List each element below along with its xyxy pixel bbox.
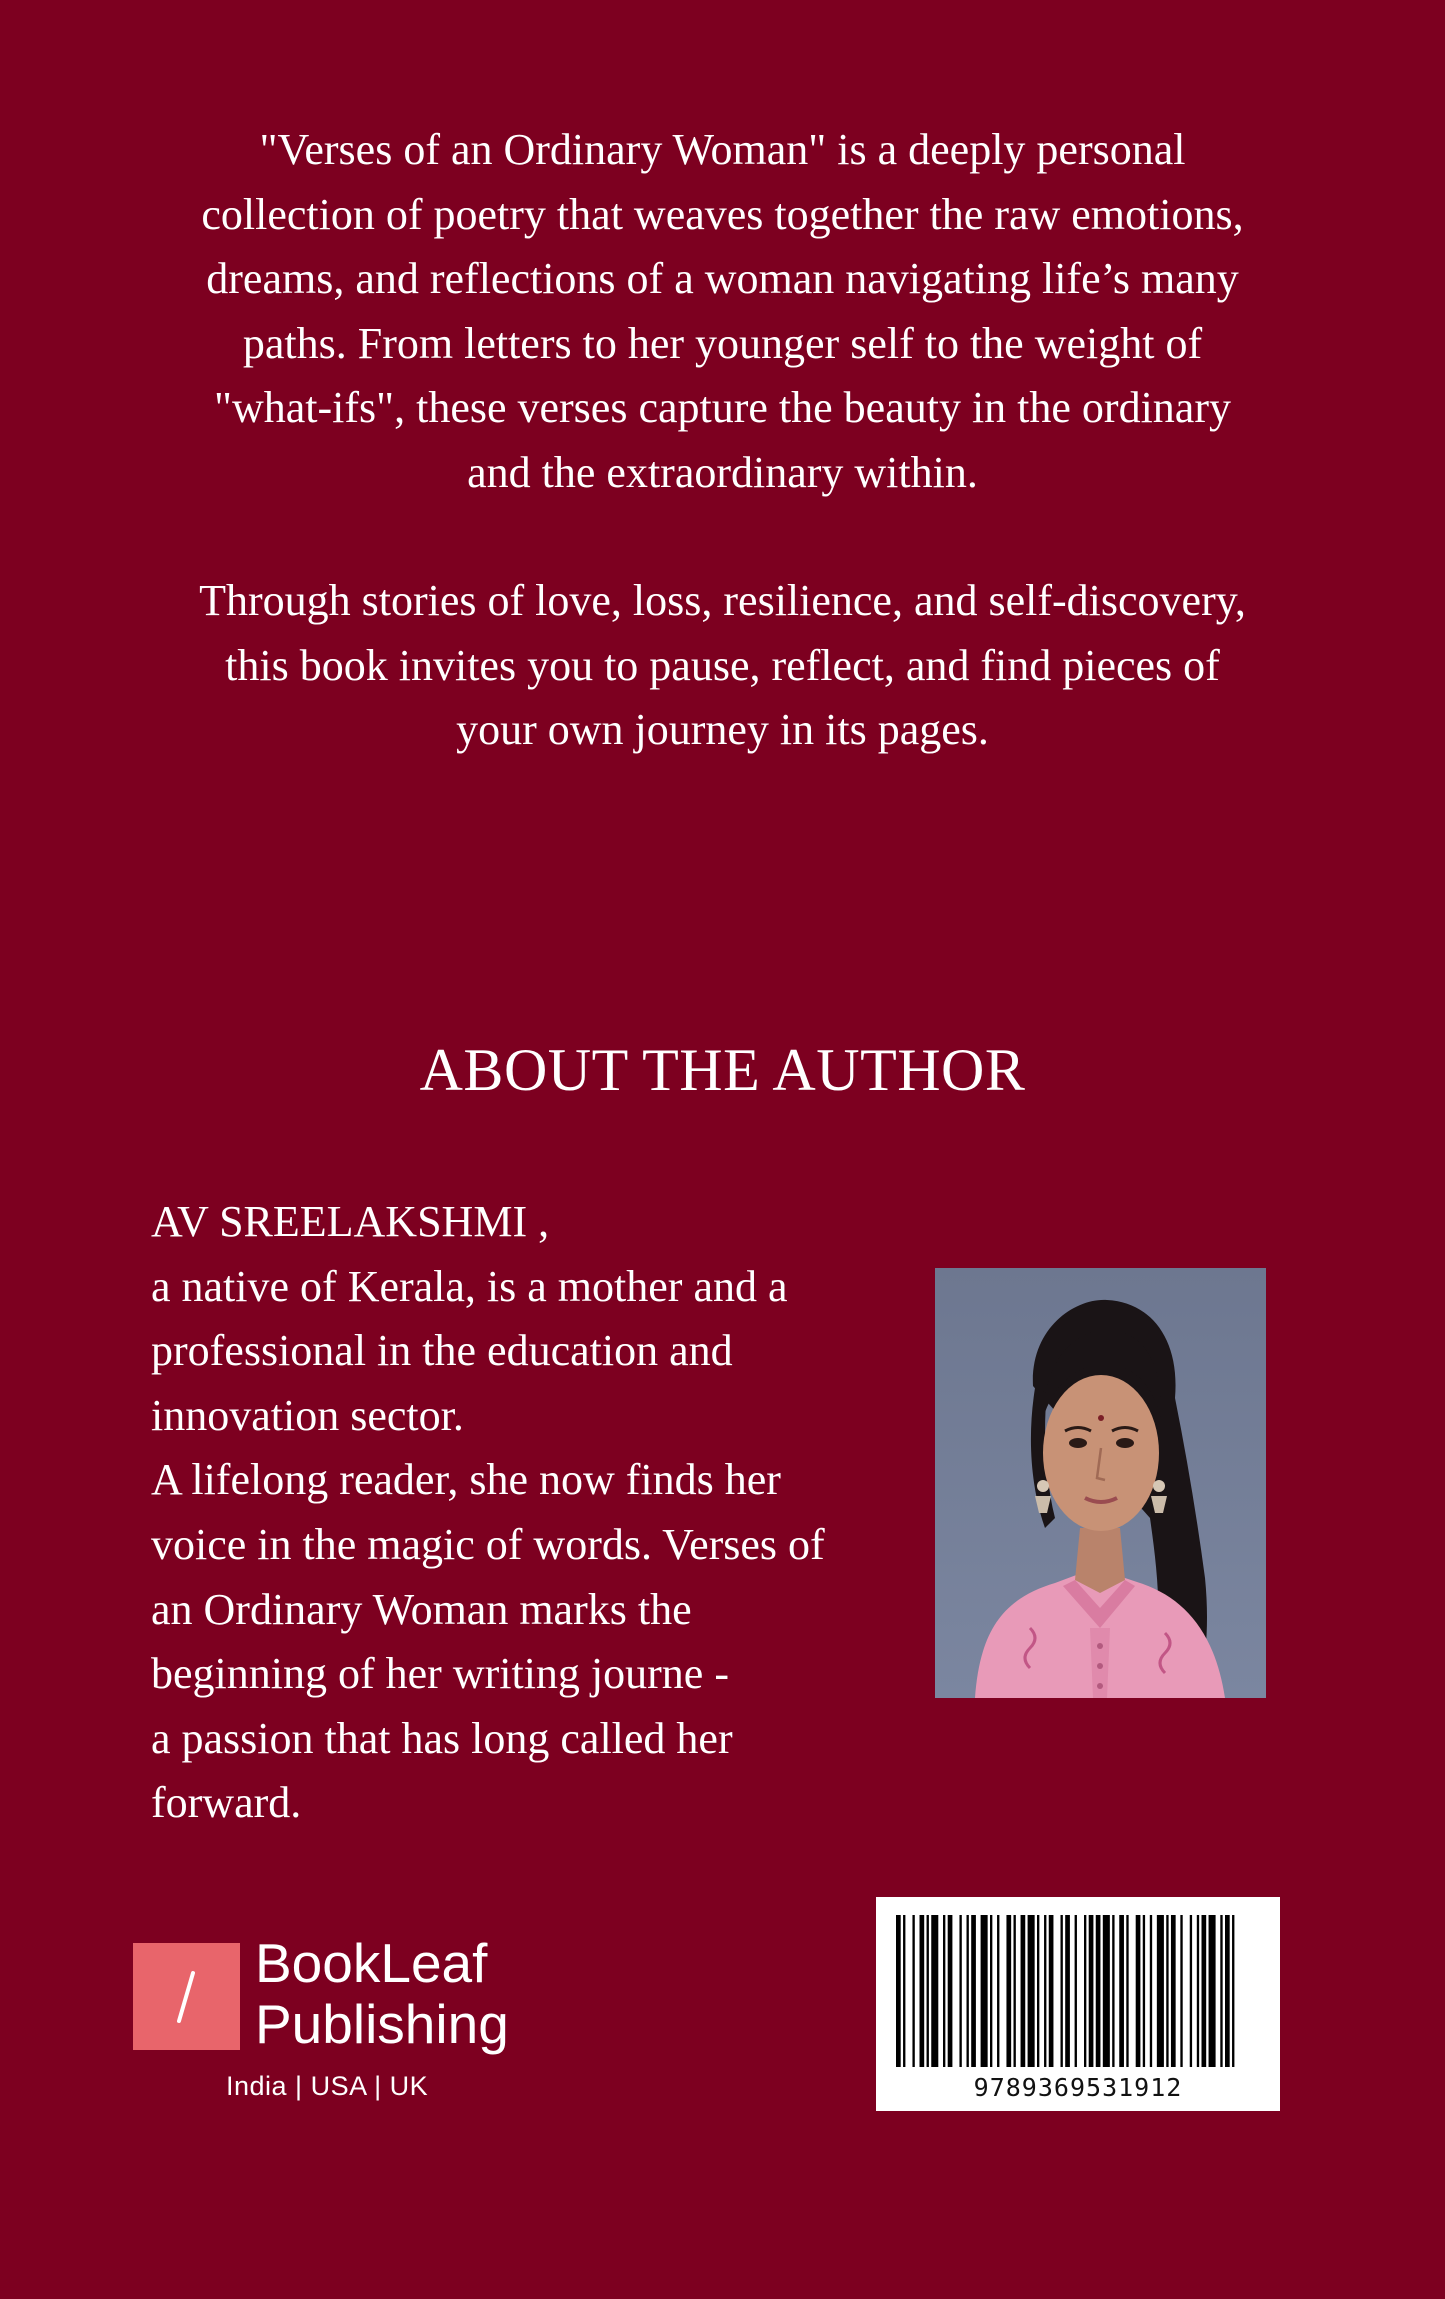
slash-logo-icon (133, 1943, 240, 2050)
about-author-heading: ABOUT THE AUTHOR (419, 1037, 1026, 1103)
publisher-regions: India | USA | UK (226, 2071, 429, 2101)
bio-line: innovation sector. (151, 1390, 464, 1440)
blurb-line: collection of poetry that weaves together the raw emotions, (201, 189, 1244, 239)
blurb-line: paths. From letters to her younger self to the weight of (242, 318, 1203, 368)
publisher-name-line-2: Publishing (255, 1993, 509, 2055)
blurb-line: Through stories of love, loss, resilience, and self-discovery, (199, 576, 1246, 625)
publisher-name (255, 1933, 509, 2055)
author-portrait-illustration (935, 1268, 1266, 1698)
bio-line: a native of Kerala, is a mother and a (151, 1261, 788, 1311)
blurb-line: "what-ifs", these verses capture the beauty in the ordinary (213, 383, 1231, 432)
blurb-line: this book invites you to pause, reflect, and find pieces of (225, 640, 1220, 690)
bio-line: voice in the magic of words. Verses of (151, 1519, 825, 1569)
author-bio (151, 1190, 951, 1836)
blurb-paragraph-2 (120, 569, 1325, 763)
blurb-line: "Verses of an Ordinary Woman" is a deeply personal (259, 125, 1186, 174)
bio-line: a passion that has long called her (151, 1713, 733, 1763)
bio-line: forward. (151, 1778, 302, 1828)
author-name: AV SREELAKSHMI , (151, 1197, 550, 1246)
bio-line: beginning of her writing journe - (151, 1649, 729, 1699)
bio-line: professional in the education and (151, 1326, 733, 1376)
publisher-name-line-1: BookLeaf (255, 1932, 488, 1994)
blurb-line: and the extraordinary within. (467, 447, 978, 497)
bio-line: an Ordinary Woman marks the (151, 1584, 692, 1634)
isbn-number: 9789369531912 (973, 2073, 1183, 2102)
author-photo (935, 1268, 1266, 1698)
bio-line: A lifelong reader, she now finds her (151, 1455, 781, 1505)
blurb-paragraph-1 (120, 118, 1325, 505)
isbn-barcode (876, 1897, 1280, 2111)
blurb-line: your own journey in its pages. (456, 705, 989, 754)
book-blurb (120, 118, 1325, 763)
blurb-line: dreams, and reflections of a woman navigating life’s many (206, 254, 1239, 303)
